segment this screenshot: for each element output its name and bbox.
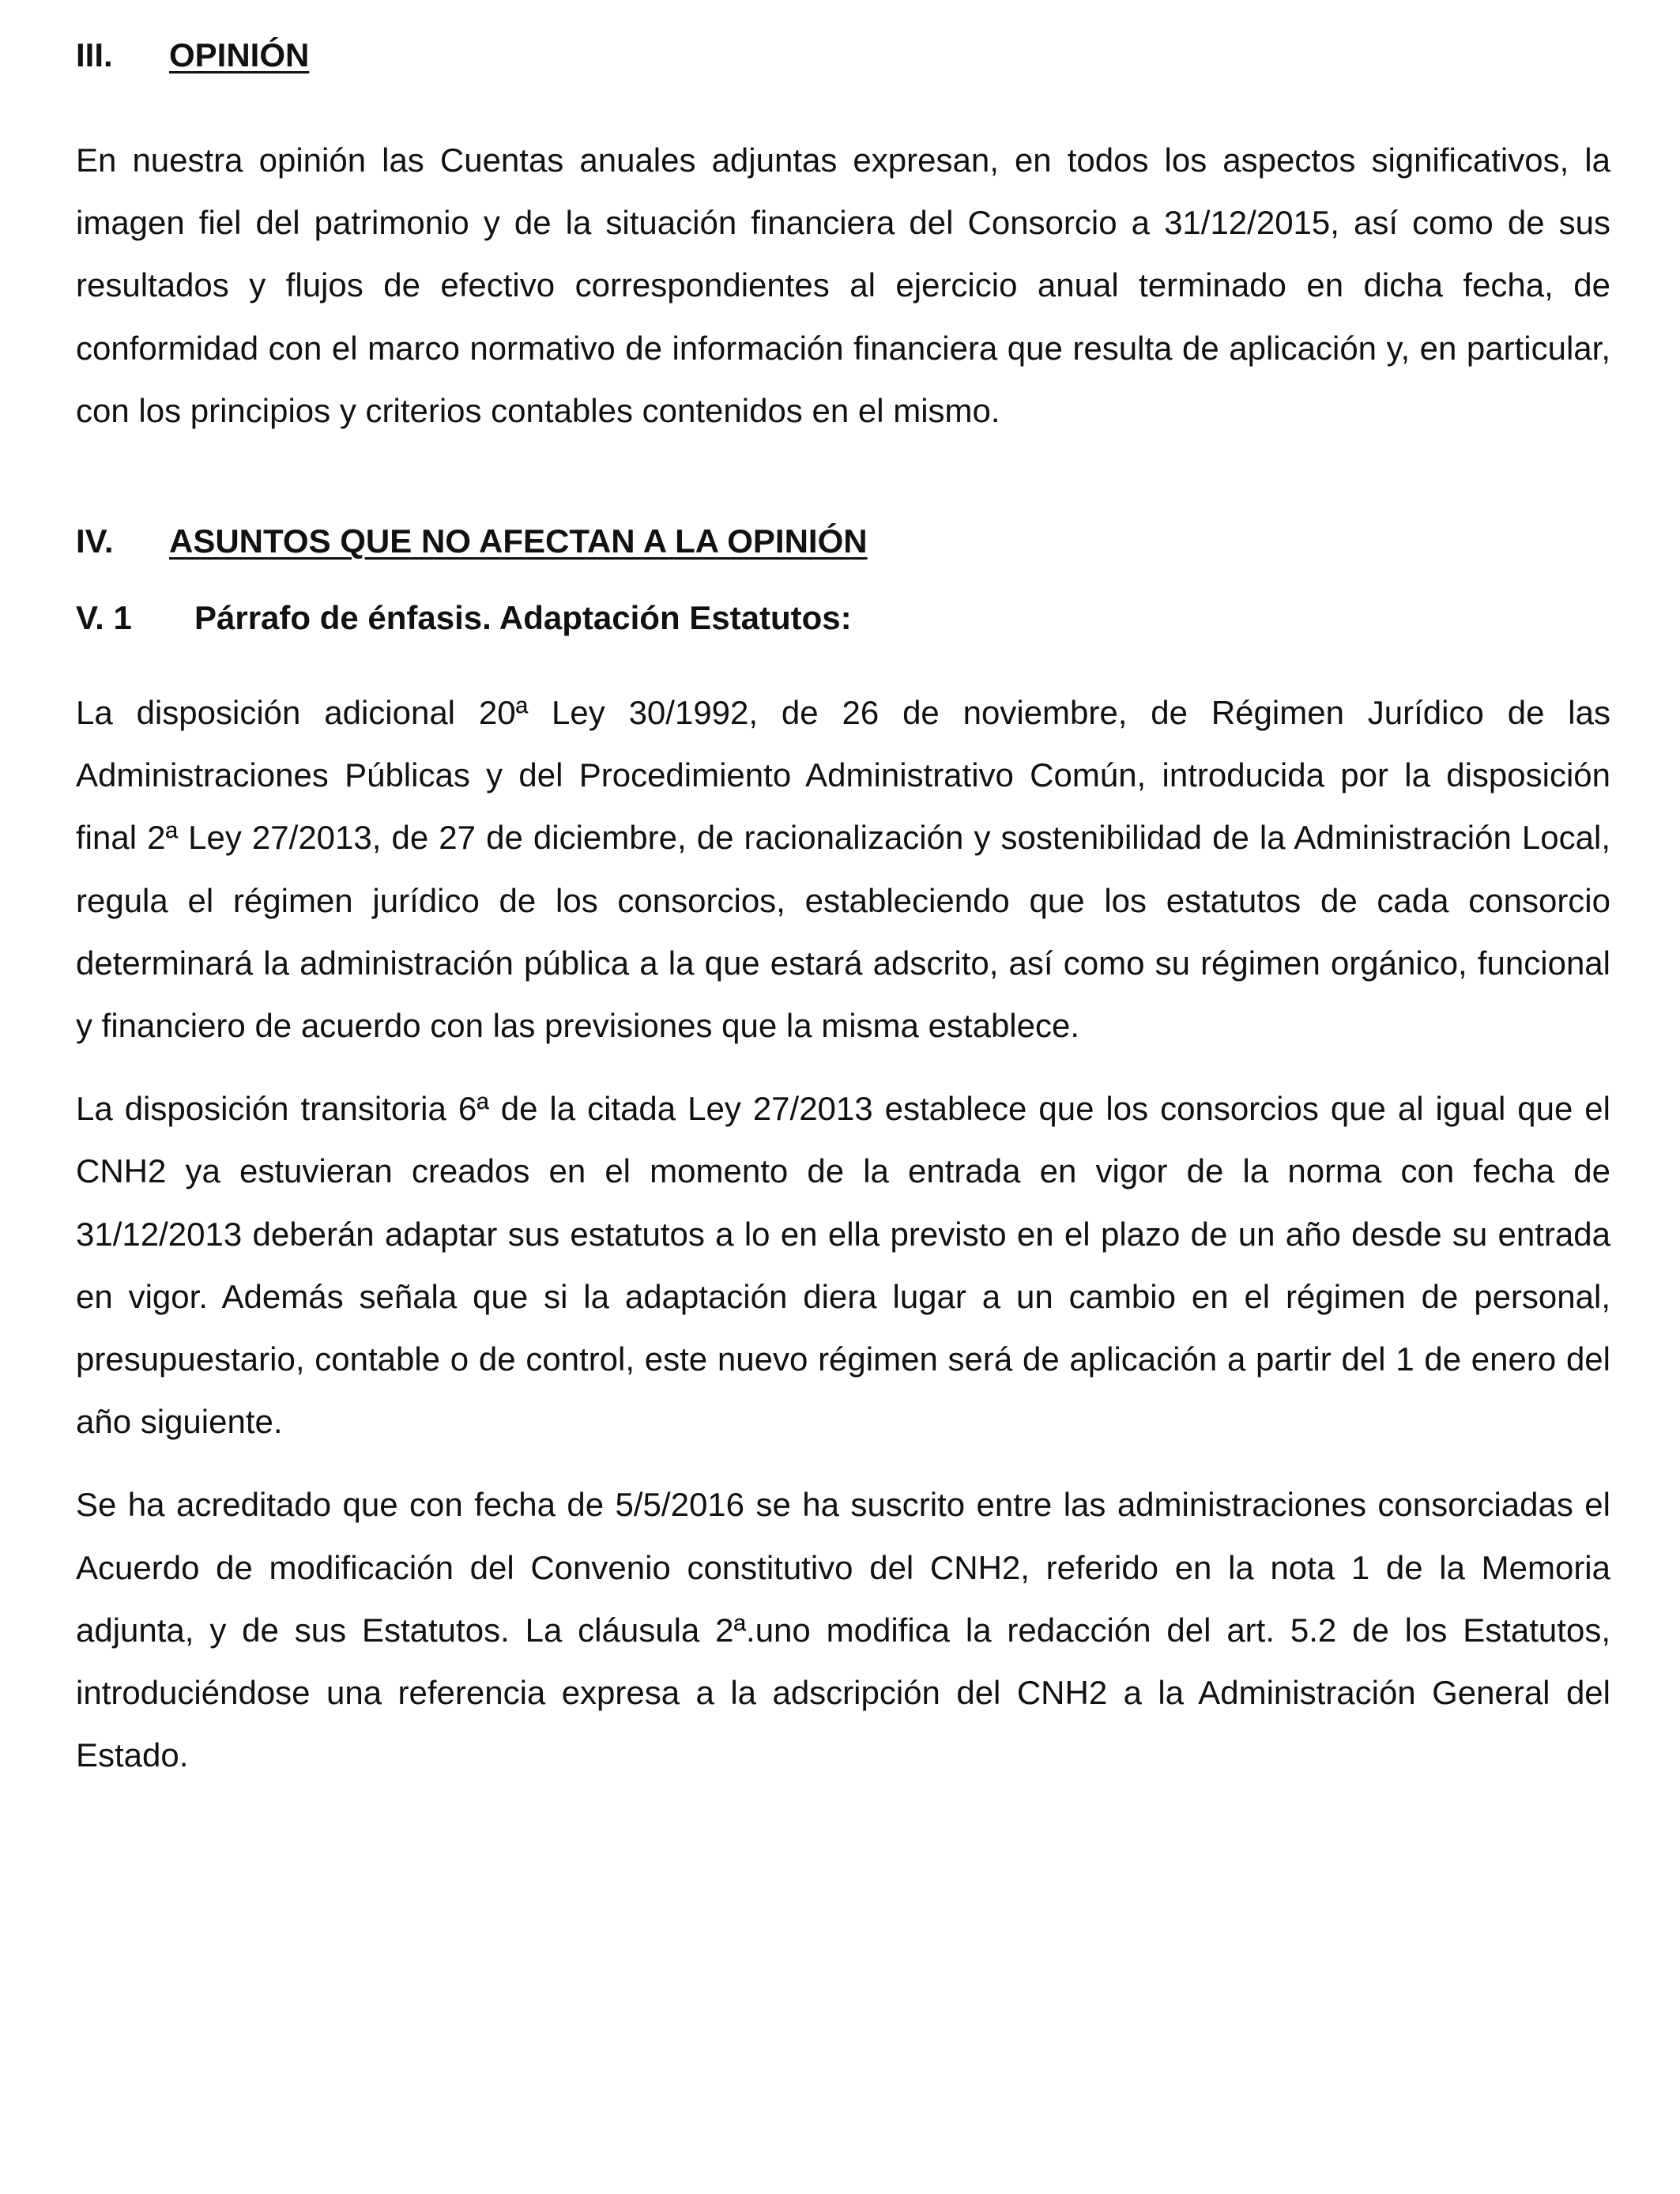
section-title: ASUNTOS QUE NO AFECTAN A LA OPINIÓN [169,522,868,560]
section-title: OPINIÓN [169,36,310,74]
section-heading-asuntos [76,518,1610,565]
enfasis-paragraph-1: La disposición adicional 20ª Ley 30/1992, de 26 de noviembre, de Régimen Jurídico de las Administraciones Públicas y del Procedimiento Administrativo Común, introducida por la disposición final 2ª Ley 27/2013, de 27 de diciembre, de racionalización y sostenibilidad de la Administración Local, regula el régimen jurídico de los consorcios, estableciendo que los estatutos de cada consorcio determinará la administración pública a la que estará adscrito, así como su régimen orgánico, funcional y financiero de acuerdo con las previsiones que la misma establece. [76,694,1610,1045]
subsection-heading-enfasis [76,594,1610,642]
enfasis-paragraph-2: La disposición transitoria 6ª de la citada Ley 27/2013 establece que los consorcios que al igual que el CNH2 ya estuvieran creados en el momento de la entrada en vigor de la norma con fecha de 31/12/2013 deberán adaptar sus estatutos a lo en ella previsto en el plazo de un año desde su entrada en vigor. Además señala que si la adaptación diera lugar a un cambio en el régimen de personal, presupuestario, contable o de control, este nuevo régimen será de aplicación a partir del 1 de enero del año siguiente. [76,1090,1610,1441]
subsection-title: Párrafo de énfasis. Adaptación Estatutos: [194,599,852,637]
section-heading-opinion [76,32,1610,79]
section-number: IV. [76,522,114,560]
opinion-paragraph: En nuestra opinión las Cuentas anuales adjuntas expresan, en todos los aspectos significativos, la imagen fiel del patrimonio y de la situación financiera del Consorcio a 31/12/2015, así como de sus resultados y flujos de efectivo correspondientes al ejercicio anual terminado en dicha fecha, de conformidad con el marco normativo de información financiera que resulta de aplicación y, en particular, con los principios y criterios contables contenidos en el mismo. [76,141,1610,429]
document-page [76,32,1610,1786]
subsection-number: V. 1 [76,599,132,637]
enfasis-paragraph-3: Se ha acreditado que con fecha de 5/5/2016 se ha suscrito entre las administraciones consorciadas el Acuerdo de modificación del Convenio constitutivo del CNH2, referido en la nota 1 de la Memoria adjunta, y de sus Estatutos. La cláusula 2ª.uno modifica la redacción del art. 5.2 de los Estatutos, introduciéndose una referencia expresa a la adscripción del CNH2 a la Administración General del Estado. [76,1486,1610,1774]
section-number: III. [76,36,113,74]
